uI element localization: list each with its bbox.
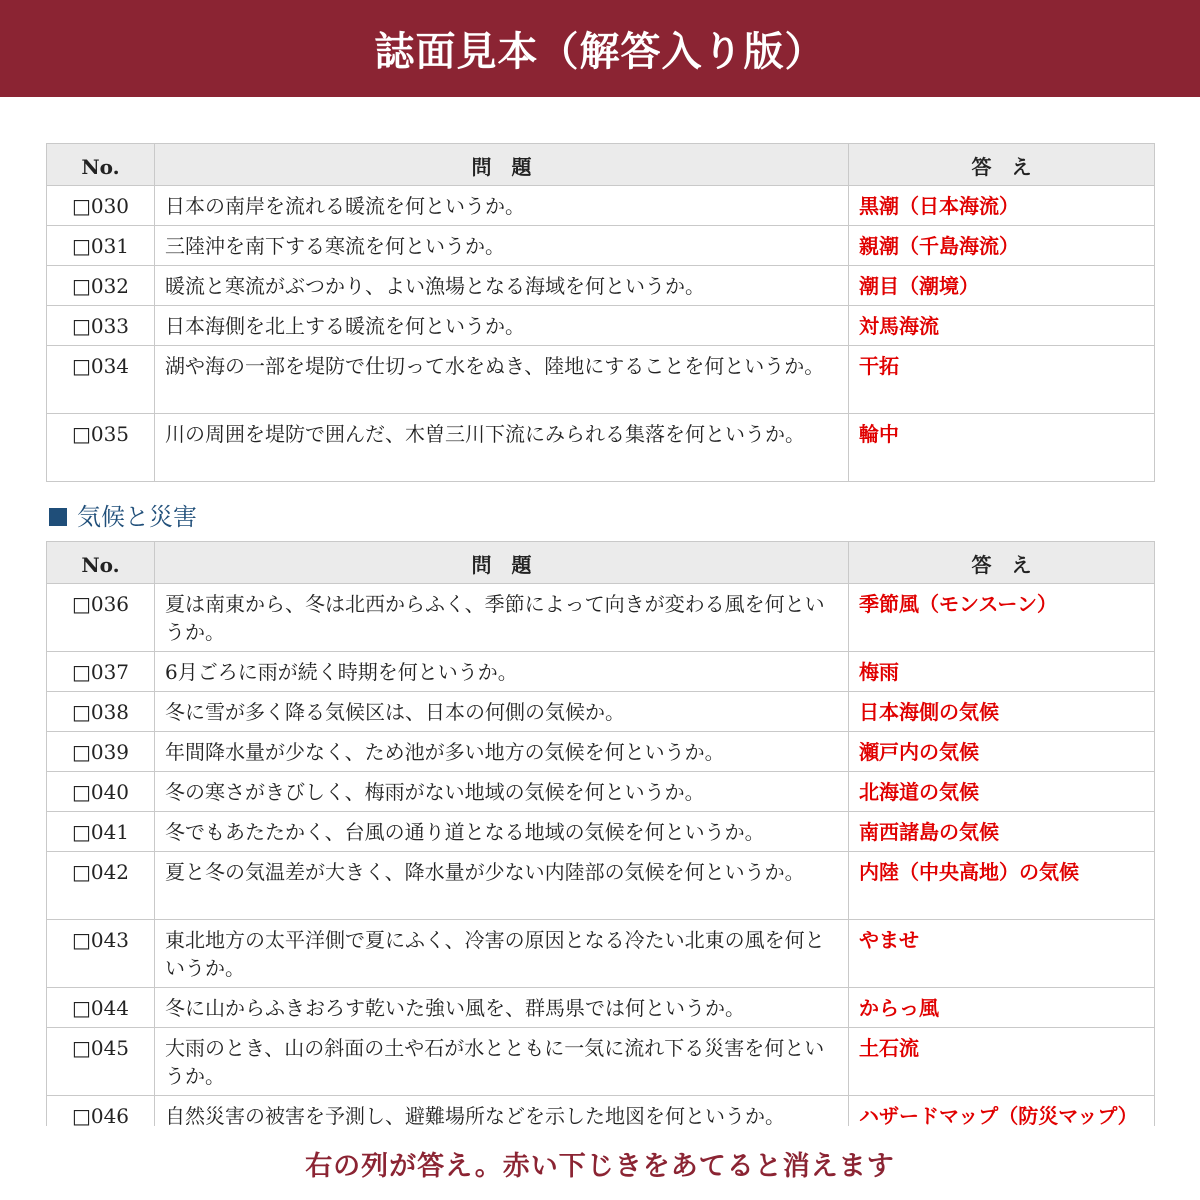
question-text: 東北地方の太平洋側で夏にふく、冷害の原因となる冷たい北東の風を何というか。 (155, 920, 849, 988)
qa-table-ocean (46, 143, 1155, 482)
question-text: 大雨のとき、山の斜面の土や石が水とともに一気に流れ下る災害を何というか。 (155, 1028, 849, 1096)
question-text: 暖流と寒流がぶつかり、よい漁場となる海域を何というか。 (155, 266, 849, 306)
answer-text: 日本海側の気候 (849, 692, 1155, 732)
qa-table-climate (46, 541, 1155, 1126)
answer-text: 土石流 (849, 1028, 1155, 1096)
table-row (47, 988, 1155, 1028)
question-number: □033 (47, 306, 155, 346)
table-row (47, 732, 1155, 772)
question-text: 夏と冬の気温差が大きく、降水量が少ない内陸部の気候を何というか。 (155, 852, 849, 920)
content-area (0, 97, 1200, 1126)
question-number: □041 (47, 812, 155, 852)
question-text: 夏は南東から、冬は北西からふく、季節によって向きが変わる風を何というか。 (155, 584, 849, 652)
question-number: □031 (47, 226, 155, 266)
question-number: □045 (47, 1028, 155, 1096)
table-row (47, 346, 1155, 414)
question-number: □043 (47, 920, 155, 988)
answer-text: 南西諸島の気候 (849, 812, 1155, 852)
table-row (47, 414, 1155, 482)
answer-text: 北海道の気候 (849, 772, 1155, 812)
question-text: 冬に雪が多く降る気候区は、日本の何側の気候か。 (155, 692, 849, 732)
question-number: □032 (47, 266, 155, 306)
table-row (47, 226, 1155, 266)
question-text: 年間降水量が少なく、ため池が多い地方の気候を何というか。 (155, 732, 849, 772)
question-text: 川の周囲を堤防で囲んだ、木曽三川下流にみられる集落を何というか。 (155, 414, 849, 482)
question-text: 日本の南岸を流れる暖流を何というか。 (155, 186, 849, 226)
question-number: □034 (47, 346, 155, 414)
question-text: 自然災害の被害を予測し、避難場所などを示した地図を何というか。 (155, 1096, 849, 1127)
question-text: 冬に山からふきおろす乾いた強い風を、群馬県では何というか。 (155, 988, 849, 1028)
column-header-answer: 答 え (849, 542, 1155, 584)
question-number: □042 (47, 852, 155, 920)
column-header-question: 問 題 (155, 144, 849, 186)
question-number: □038 (47, 692, 155, 732)
answer-text: 潮目（潮境） (849, 266, 1155, 306)
table-row (47, 584, 1155, 652)
table-row (47, 266, 1155, 306)
question-number: □044 (47, 988, 155, 1028)
table-row (47, 1096, 1155, 1127)
question-number: □039 (47, 732, 155, 772)
table-header-row (47, 542, 1155, 584)
answer-text: 黒潮（日本海流） (849, 186, 1155, 226)
square-bullet-icon (49, 508, 67, 526)
footer-note (0, 1126, 1200, 1200)
answer-text (849, 584, 1155, 652)
question-text: 日本海側を北上する暖流を何というか。 (155, 306, 849, 346)
answer-text: やませ (849, 920, 1155, 988)
table-row (47, 692, 1155, 732)
answer-text: 梅雨 (849, 652, 1155, 692)
question-number: □046 (47, 1096, 155, 1127)
header-banner (0, 0, 1200, 97)
page-title: 誌面見本（解答入り版） (374, 29, 826, 75)
table-header-row (47, 144, 1155, 186)
table-row (47, 812, 1155, 852)
column-header-no: No. (47, 144, 155, 186)
answer-text: 瀬戸内の気候 (849, 732, 1155, 772)
answer-text: 輪中 (849, 414, 1155, 482)
answer-text (849, 852, 1155, 920)
answer-text: 干拓 (849, 346, 1155, 414)
answer-text-inner: ハザードマップ（防災マップ） (859, 1104, 1138, 1126)
answer-text: 対馬海流 (849, 306, 1155, 346)
footer-text: 右の列が答え。赤い下じきをあてると消えます (305, 1150, 895, 1182)
table-row (47, 920, 1155, 988)
column-header-no: No. (47, 542, 155, 584)
table-row (47, 1028, 1155, 1096)
column-header-answer: 答 え (849, 144, 1155, 186)
answer-text-inner: 内陸（中央高地）の気候 (859, 860, 1079, 884)
question-number: □035 (47, 414, 155, 482)
table-row (47, 852, 1155, 920)
question-text: 6月ごろに雨が続く時期を何というか。 (155, 652, 849, 692)
question-number: □030 (47, 186, 155, 226)
table-row (47, 772, 1155, 812)
answer-text (849, 1096, 1155, 1127)
question-text: 三陸沖を南下する寒流を何というか。 (155, 226, 849, 266)
table-row (47, 306, 1155, 346)
question-number: □037 (47, 652, 155, 692)
column-header-question: 問 題 (155, 542, 849, 584)
section-heading (49, 497, 197, 532)
question-number: □040 (47, 772, 155, 812)
answer-text: 親潮（千島海流） (849, 226, 1155, 266)
answer-text: からっ風 (849, 988, 1155, 1028)
question-text: 冬の寒さがきびしく、梅雨がない地域の気候を何というか。 (155, 772, 849, 812)
table-row (47, 652, 1155, 692)
question-number: □036 (47, 584, 155, 652)
section-heading-text: 気候と災害 (77, 503, 197, 531)
answer-text-inner: 季節風（モンスーン） (859, 592, 1057, 616)
table-row (47, 186, 1155, 226)
question-text: 冬でもあたたかく、台風の通り道となる地域の気候を何というか。 (155, 812, 849, 852)
question-text: 湖や海の一部を堤防で仕切って水をぬき、陸地にすることを何というか。 (155, 346, 849, 414)
